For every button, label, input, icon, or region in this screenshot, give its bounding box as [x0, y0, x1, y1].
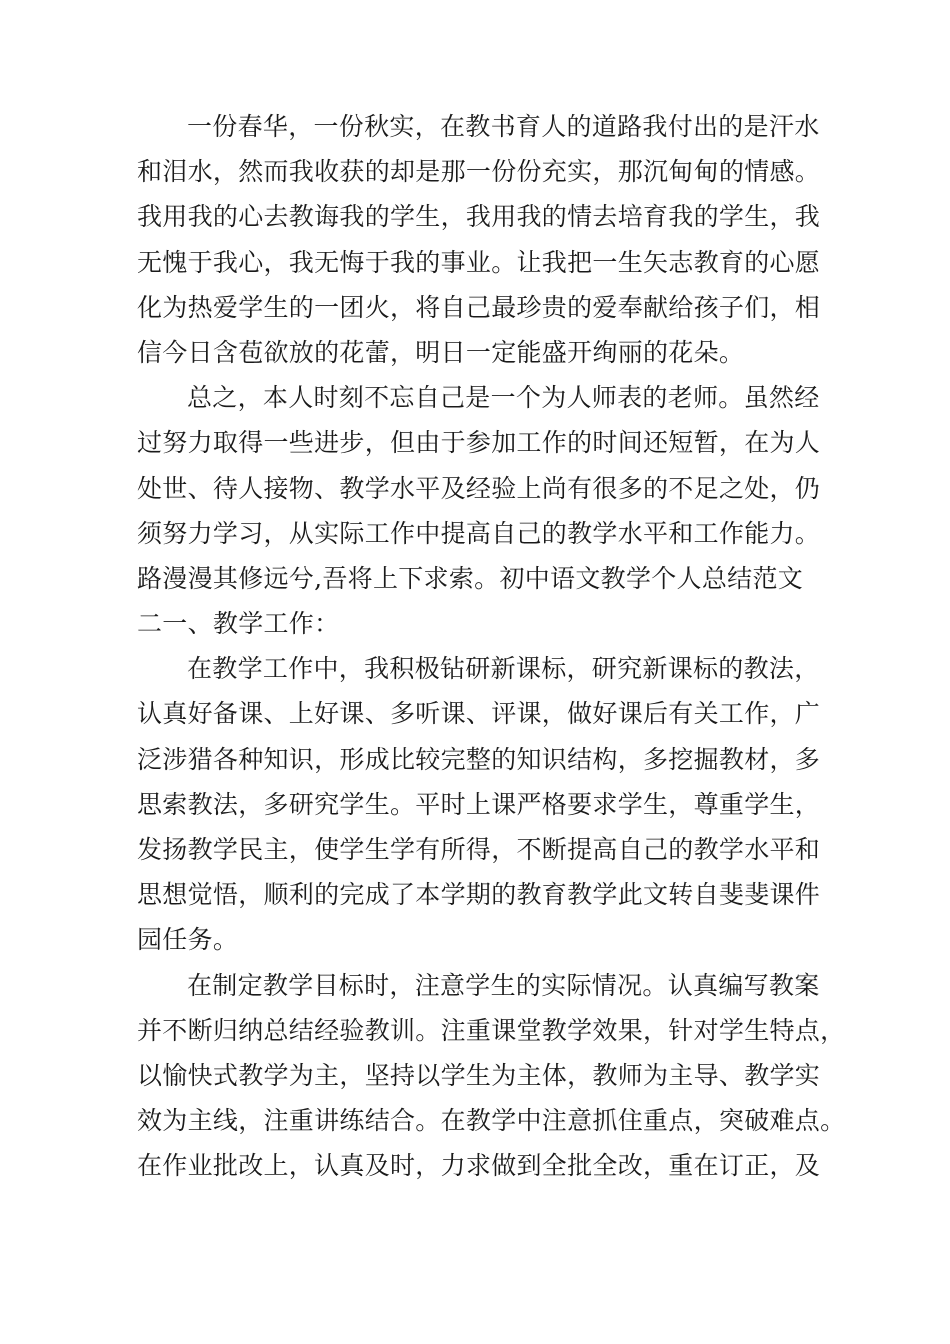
text-line: 在作业批改上，认真及时，力求做到全批全改，重在订正，及 [137, 1151, 821, 1181]
paragraph-first-line: 在教学工作中，我积极钻研新课标，研究新课标的教法， [187, 654, 820, 684]
paragraph-first-line: 一份春华，一份秋实，在教书育人的道路我付出的是汗水 [187, 112, 820, 141]
text-line: 处世、待人接物、教学水平及经验上尚有很多的不足之处，仍 [137, 473, 821, 503]
text-line: 须努力学习，从实际工作中提高自己的教学水平和工作能力。 [137, 518, 821, 548]
text-line: 路漫漫其修远兮,吾将上下求索。初中语文教学个人总结范文 [137, 563, 804, 593]
text-line: 化为热爱学生的一团火，将自己最珍贵的爱奉献给孩子们，相 [137, 292, 821, 322]
text-line: 并不断归纳总结经验教训。注重课堂教学效果，针对学生特点， [137, 1015, 846, 1045]
text-line: 园任务。 [137, 925, 239, 955]
paragraph-first-line: 在制定教学目标时，注意学生的实际情况。认真编写教案 [187, 970, 820, 1000]
text-line: 信今日含苞欲放的花蕾，明日一定能盛开绚丽的花朵。 [137, 337, 745, 367]
text-line: 二一、教学工作： [137, 609, 340, 639]
text-line: 以愉快式教学为主，坚持以学生为主体，教师为主导、教学实 [137, 1060, 821, 1090]
text-line: 思索教法，多研究学生。平时上课严格要求学生，尊重学生， [137, 789, 821, 819]
text-line: 效为主线，注重讲练结合。在教学中注意抓住重点，突破难点。 [137, 1106, 846, 1136]
text-line: 发扬教学民主，使学生学有所得，不断提高自己的教学水平和 [137, 835, 821, 864]
paragraph-first-line: 总之，本人时刻不忘自己是一个为人师表的老师。虽然经 [187, 383, 820, 413]
text-line: 思想觉悟，顺利的完成了本学期的教育教学此文转自斐斐课件 [137, 880, 821, 910]
text-line: 过努力取得一些进步，但由于参加工作的时间还短暂，在为人 [137, 428, 821, 458]
text-line: 认真好备课、上好课、多听课、评课，做好课后有关工作，广 [137, 699, 821, 729]
text-line: 和泪水，然而我收获的却是那一份份充实，那沉甸甸的情感。 [137, 157, 821, 187]
text-line: 泛涉猎各种知识，形成比较完整的知识结构，多挖掘教材，多 [137, 744, 821, 774]
text-line: 我用我的心去教诲我的学生，我用我的情去培育我的学生，我 [137, 202, 821, 232]
text-line: 无愧于我心，我无悔于我的事业。让我把一生矢志教育的心愿 [137, 247, 821, 277]
document-body [137, 104, 846, 1189]
